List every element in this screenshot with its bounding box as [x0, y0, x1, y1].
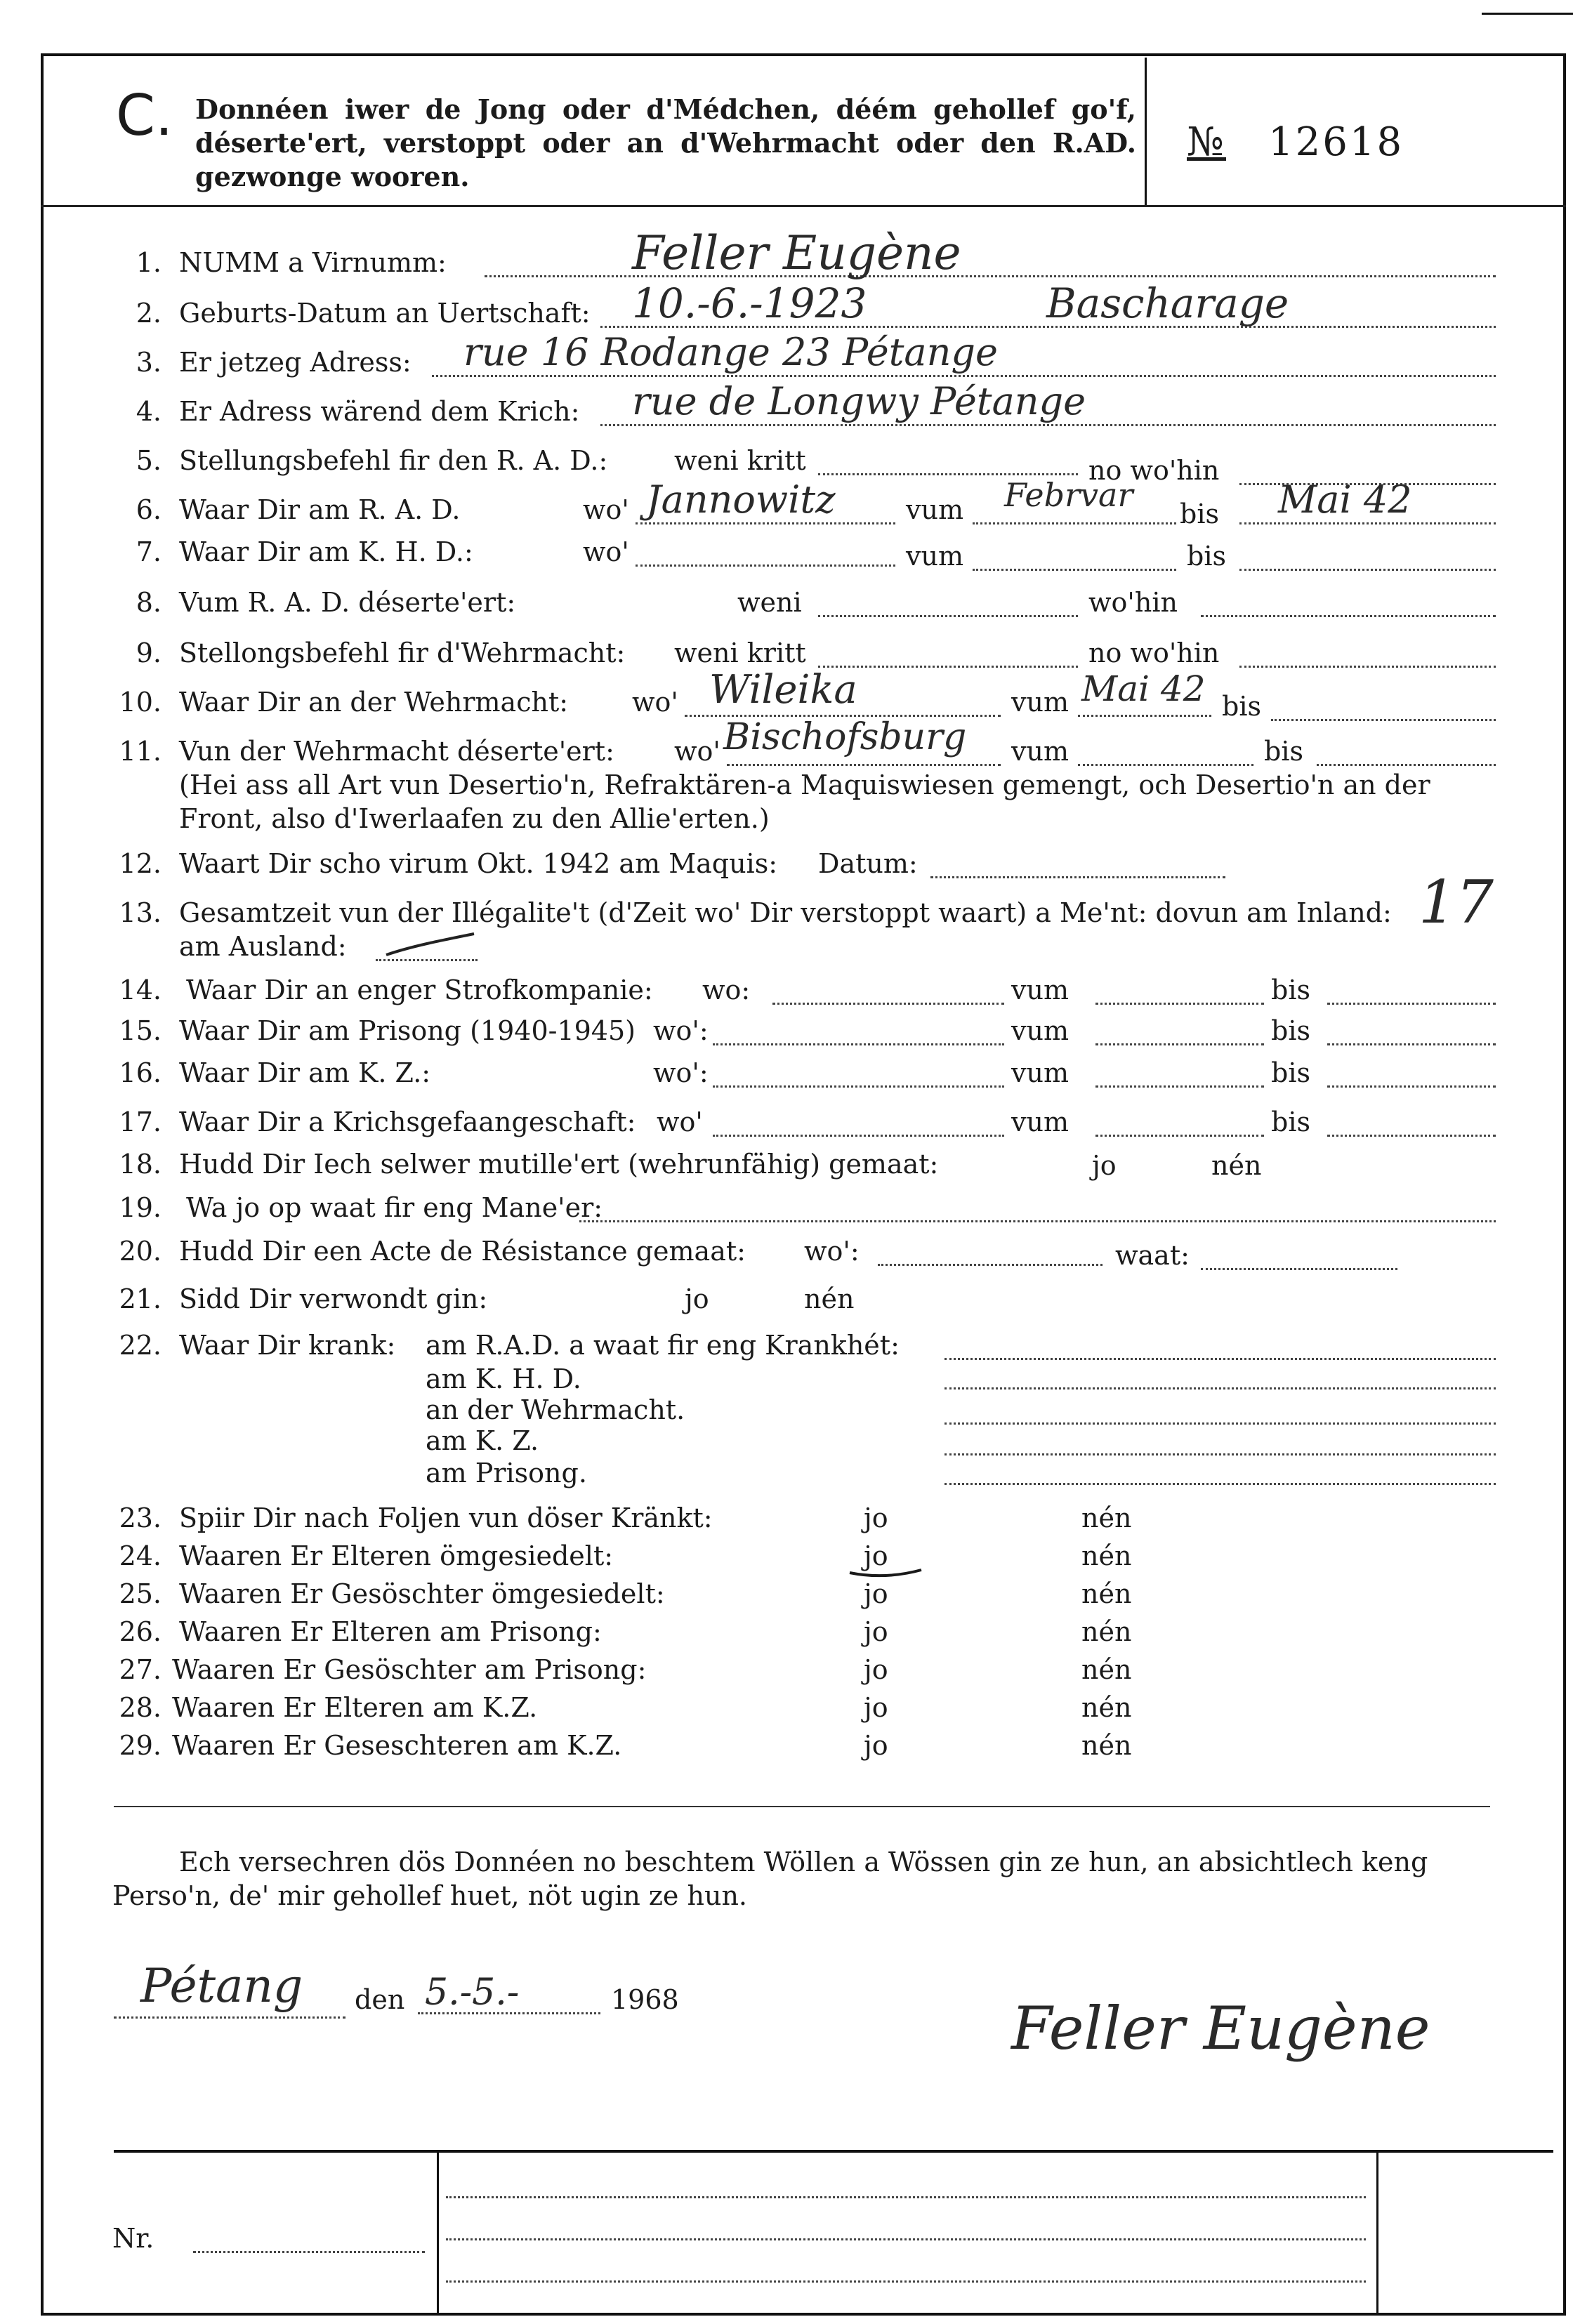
answer-line [1095, 1043, 1264, 1045]
field-number: 22. [119, 1330, 162, 1361]
answer-line [1327, 1085, 1496, 1088]
jo-selection-mark [843, 1539, 927, 1581]
field-label-prison: Waar Dir am Prisong (1940-1945) [179, 1015, 636, 1046]
vum-label: vum [906, 541, 963, 572]
answer-line [818, 615, 1078, 617]
field-number: 21. [119, 1283, 162, 1314]
field-label-illegality: Gesamtzeit vun der Illégalite't (d'Zeit wo' Dir verstoppt waart) a Me'nt: dovun am Inland: [179, 897, 1392, 928]
field-label-penal-company: Waar Dir an enger Strofkompanie: [186, 975, 653, 1005]
declaration-line: Perso'n, de' mir gehollef huet, nöt ugin ze hun. [112, 1880, 748, 1911]
field-label-wehrmacht: Waar Dir an der Wehrmacht: [179, 687, 569, 718]
handwritten-birth-date: 10.-6.-1923 [632, 279, 867, 327]
answer-line [1095, 1135, 1264, 1137]
footer-column-divider [437, 2153, 439, 2313]
place-line [114, 2016, 345, 2019]
answer-line [1078, 764, 1253, 766]
answer-jo: jo [864, 1654, 888, 1685]
bis-label: bis [1271, 1015, 1310, 1046]
field-number: 5. [136, 445, 162, 476]
answer-line [713, 1043, 1004, 1045]
field-label-name: NUMM a Virnumm: [179, 247, 447, 278]
field-number: 25. [119, 1578, 162, 1609]
answer-jo: jo [864, 1730, 888, 1761]
declaration-line: Ech versechren dös Donnéen no beschtem Wöllen a Wössen gin ze hun, an absichtlech keng [179, 1847, 1428, 1877]
handwritten-war-address: rue de Longwy Pétange [632, 379, 1086, 423]
vum-label: vum [1011, 975, 1069, 1005]
wo-label: wo' [632, 687, 678, 718]
answer-line [1078, 715, 1211, 717]
answer-line [1327, 1135, 1496, 1137]
number-value: 12618 [1268, 119, 1404, 165]
handwritten-birth-place: Bascharage [1046, 279, 1289, 327]
field-label-kz: Waar Dir am K. Z.: [179, 1057, 431, 1088]
wo-label: wo' [657, 1107, 703, 1137]
field-number: 9. [136, 638, 162, 668]
field-number: 2. [136, 298, 162, 329]
answer-nen: nén [1081, 1503, 1132, 1533]
header-rule [41, 205, 1566, 207]
field-label-war-address: Er Adress wärend dem Krich: [179, 396, 580, 427]
handwritten-address: rue 16 Rodange 23 Pétange [463, 330, 998, 374]
answer-line [579, 1220, 1496, 1222]
field-number: 24. [119, 1540, 162, 1571]
field-label-address: Er jetzeg Adress: [179, 347, 412, 378]
field-label-rad-desert: Vum R. A. D. déserte'ert: [179, 587, 516, 618]
answer-line [1271, 719, 1496, 721]
handwritten-rad-place: Jannowitz [646, 477, 836, 522]
wo-label: wo': [653, 1015, 709, 1046]
vum-label: vum [1011, 736, 1069, 767]
weni-label: weni [737, 587, 802, 618]
vum-label: vum [1011, 1015, 1069, 1046]
field-number: 4. [136, 396, 162, 427]
field-label-pow: Waar Dir a Krichsgefaangeschaft: [179, 1107, 636, 1137]
answer-line [727, 764, 1001, 766]
field-number: 27. [119, 1654, 162, 1685]
vum-label: vum [1011, 687, 1069, 718]
answer-line [1239, 666, 1496, 668]
nr-label: Nr. [112, 2223, 154, 2254]
field-number: 7. [136, 536, 162, 567]
answer-line [878, 1264, 1103, 1266]
weni-kritt: weni kritt [674, 638, 806, 668]
bis-label: bis [1264, 736, 1303, 767]
sick-wehrmacht-label: an der Wehrmacht. [426, 1394, 685, 1425]
field-label-parents-resettled: Waaren Er Elteren ömgesiedelt: [179, 1540, 614, 1571]
answer-line [636, 522, 895, 524]
section-letter: C. [116, 83, 173, 148]
vum-label: vum [1011, 1057, 1069, 1088]
answer-line [1317, 764, 1496, 766]
bis-label: bis [1187, 541, 1226, 572]
footer-top-rule [114, 2150, 1553, 2153]
answer-line [1327, 1003, 1496, 1005]
header-divider [1145, 58, 1147, 205]
handwritten-desert-place: Bischofsburg [723, 716, 967, 758]
answer-jo: jo [864, 1692, 888, 1723]
field-number: 14. [119, 975, 162, 1005]
field-label-self-mutilation: Hudd Dir Iech selwer mutille'ert (wehrunfähig) gemaat: [179, 1149, 939, 1180]
no-wohin: no wo'hin [1088, 638, 1220, 668]
certificate-number [1187, 119, 1404, 165]
field-label-siblings-resettled: Waaren Er Gesöschter ömgesiedelt: [179, 1578, 665, 1609]
field-label-maquis: Waart Dir scho virum Okt. 1942 am Maquis: [179, 848, 778, 879]
waat-label: waat: [1115, 1240, 1190, 1271]
answer-nen: nén [1081, 1692, 1132, 1723]
answer-line [1239, 522, 1496, 524]
field-number: 16. [119, 1057, 162, 1088]
answer-nen: nén [1211, 1150, 1262, 1181]
nr-line [193, 2251, 425, 2253]
wo-label: wo' [583, 494, 629, 525]
answer-nen: nén [1081, 1540, 1132, 1571]
field-label-khd: Waar Dir am K. H. D.: [179, 536, 473, 567]
handwritten-inland-months: 17 [1419, 868, 1494, 937]
field-label-birth: Geburts-Datum an Uertschaft: [179, 298, 591, 329]
answer-line [1327, 1043, 1496, 1045]
handwritten-place: Pétang [140, 1959, 303, 2013]
answer-jo-circled: jo [864, 1540, 888, 1571]
answer-nen: nén [1081, 1654, 1132, 1685]
field-number: 8. [136, 587, 162, 618]
field-number: 1. [136, 247, 162, 278]
field-number: 3. [136, 347, 162, 378]
handwritten-rad-until: Mai 42 [1278, 477, 1412, 522]
wo-label: wo: [702, 975, 751, 1005]
field-number: 15. [119, 1015, 162, 1046]
footer-line [446, 2238, 1366, 2240]
field-number: 23. [119, 1503, 162, 1533]
section-divider [114, 1806, 1490, 1807]
answer-line [945, 1422, 1496, 1425]
field-label-after-effects: Spiir Dir nach Foljen vun döser Kränkt: [179, 1503, 713, 1533]
sick-rad-label: am R.A.D. a waat fir eng Krankhét: [426, 1330, 900, 1361]
wo-label: wo': [653, 1057, 709, 1088]
sick-kz-label: am K. Z. [426, 1425, 539, 1456]
answer-line [973, 569, 1176, 571]
answer-line [945, 1483, 1496, 1485]
no-wohin: no wo'hin [1088, 455, 1220, 486]
footer-line [446, 2280, 1366, 2283]
abroad-dash-mark [383, 925, 481, 960]
answer-line [945, 1387, 1496, 1389]
wohin-label: wo'hin [1088, 587, 1178, 618]
answer-jo: jo [864, 1616, 888, 1647]
answer-line [713, 1085, 1004, 1088]
field-number: 29. [119, 1730, 162, 1761]
field-label-wehrmacht-desert: Vun der Wehrmacht déserte'ert: [179, 736, 614, 767]
wo-label: wo' [583, 536, 629, 567]
answer-line [1239, 569, 1496, 571]
answer-nen: nén [1081, 1616, 1132, 1647]
handwritten-wehrmacht-from: Mai 42 [1081, 668, 1206, 709]
footer-column-divider [1376, 2153, 1378, 2313]
field-label-parents-kz: Waaren Er Elteren am K.Z. [172, 1692, 538, 1723]
answer-jo: jo [864, 1503, 888, 1533]
answer-line [930, 876, 1225, 878]
bis-label: bis [1180, 499, 1219, 529]
datum-label: Datum: [818, 848, 918, 879]
field-number: 13. [119, 897, 162, 928]
field-number: 19. [119, 1192, 162, 1223]
field-number: 10. [119, 687, 162, 718]
answer-line [600, 424, 1496, 426]
handwritten-date: 5.-5.- [425, 1972, 520, 2014]
answer-line [945, 1358, 1496, 1360]
answer-line [973, 522, 1176, 524]
desertion-note: Front, also d'Iwerlaafen zu den Allie'erten.) [179, 803, 770, 834]
answer-line [818, 473, 1078, 475]
section-title: Donnéen iwer de Jong oder d'Médchen, déém gehollef go'f, déserte'ert, verstoppt oder an d'Wehrmacht oder den R.AD. gezwonge wooren. [195, 93, 1136, 192]
bis-label: bis [1271, 1107, 1310, 1137]
field-label-wehrmacht-order: Stellongsbefehl fir d'Wehrmacht: [179, 638, 626, 668]
field-label-rad-order: Stellungsbefehl fir den R. A. D.: [179, 445, 608, 476]
handwritten-signature: Feller Eugène [1011, 1994, 1430, 2063]
field-label-rad: Waar Dir am R. A. D. [179, 494, 461, 525]
answer-line [1095, 1003, 1264, 1005]
desertion-note: (Hei ass all Art vun Desertio'n, Refraktären-a Maquiswiesen gemengt, och Desertio'n an der [179, 770, 1430, 800]
vum-label: vum [906, 494, 963, 525]
bis-label: bis [1222, 691, 1261, 722]
bis-label: bis [1271, 1057, 1310, 1088]
field-number: 28. [119, 1692, 162, 1723]
field-label-wounded: Sidd Dir verwondt gin: [179, 1283, 488, 1314]
abroad-label: am Ausland: [179, 931, 347, 962]
answer-line [432, 375, 1496, 377]
answer-jo: jo [1092, 1150, 1117, 1181]
field-number: 6. [136, 494, 162, 525]
field-number: 11. [119, 736, 162, 767]
number-sign: № [1187, 119, 1226, 165]
answer-line [945, 1453, 1496, 1455]
handwritten-rad-from: Febrvar [1004, 476, 1133, 514]
field-label-sick: Waar Dir krank: [179, 1330, 396, 1361]
field-number: 20. [119, 1236, 162, 1267]
weni-kritt: weni kritt [674, 445, 806, 476]
answer-jo: jo [864, 1578, 888, 1609]
answer-line [636, 565, 895, 567]
answer-line [1201, 1268, 1397, 1270]
footer-line [446, 2196, 1366, 2198]
handwritten-wehrmacht-place: Wileika [709, 667, 857, 713]
field-label-siblings-prison: Waaren Er Gesöschter am Prisong: [172, 1654, 647, 1685]
handwritten-name: Feller Eugène [632, 226, 961, 280]
answer-line [1201, 615, 1496, 617]
field-label-siblings-kz: Waaren Er Geseschteren am K.Z. [172, 1730, 622, 1761]
wo-label: wo' [674, 736, 720, 767]
den-label: den [355, 1984, 405, 2015]
field-number: 26. [119, 1616, 162, 1647]
answer-nen: nén [1081, 1730, 1132, 1761]
sick-prison-label: am Prisong. [426, 1458, 587, 1488]
field-number: 18. [119, 1149, 162, 1180]
year-label: 1968 [611, 1984, 679, 2015]
bis-label: bis [1271, 975, 1310, 1005]
answer-nen: nén [804, 1283, 855, 1314]
wo-label: wo': [804, 1236, 860, 1267]
answer-line [1095, 1085, 1264, 1088]
answer-line [713, 1135, 1004, 1137]
sick-khd-label: am K. H. D. [426, 1364, 581, 1394]
field-label-resistance: Hudd Dir een Acte de Résistance gemaat: [179, 1236, 746, 1267]
field-label-manner: Wa jo op waat fir eng Mane'er: [186, 1192, 603, 1223]
field-label-parents-prison: Waaren Er Elteren am Prisong: [179, 1616, 602, 1647]
answer-jo: jo [685, 1283, 709, 1314]
field-number: 12. [119, 848, 162, 879]
top-edge-line [1482, 0, 1573, 15]
vum-label: vum [1011, 1107, 1069, 1137]
field-number: 17. [119, 1107, 162, 1137]
answer-line [772, 1003, 1004, 1005]
answer-nen: nén [1081, 1578, 1132, 1609]
